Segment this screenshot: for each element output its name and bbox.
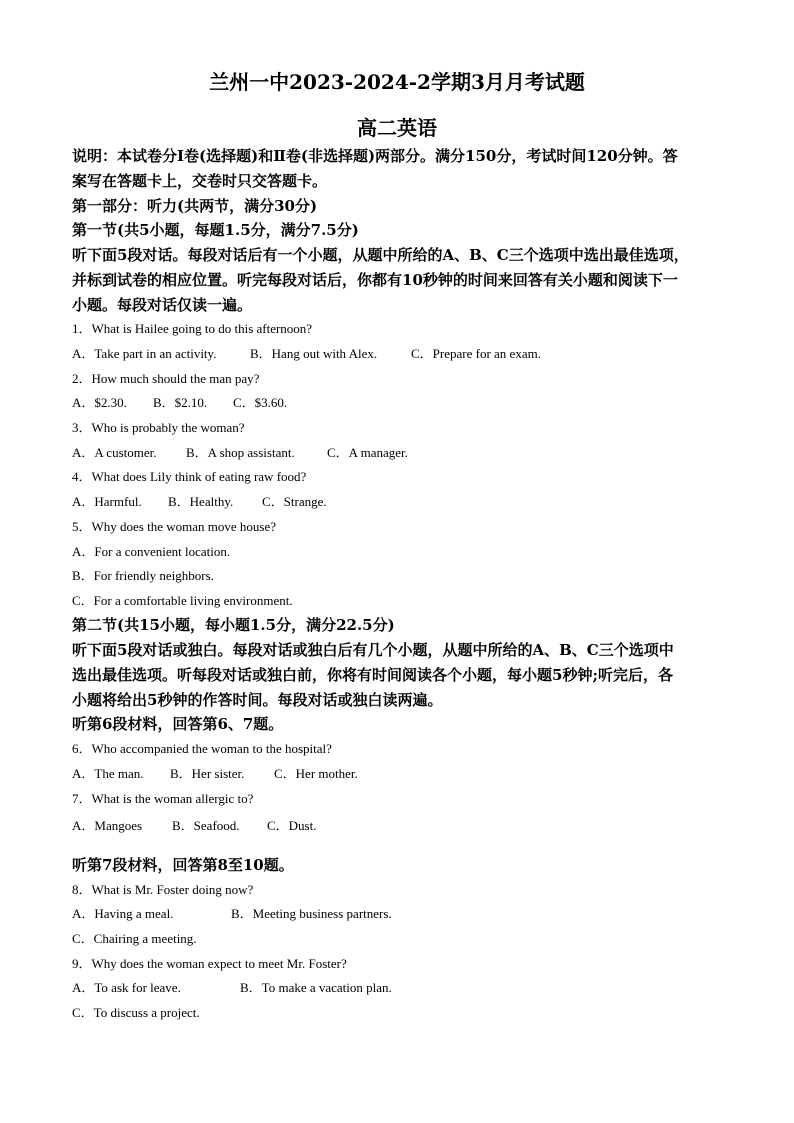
question-stem: 9．Why does the woman expect to meet Mr. Foster? [72, 956, 347, 971]
section-instructions-line: 选出最佳选项。听每段对话或独白前，你将有时间阅读各个小题，每小题5秒钟;听完后，各 [72, 666, 673, 684]
option-b: B．Hang out with Alex. [250, 346, 378, 361]
option-a: A．Having a meal. [72, 906, 174, 921]
section-instructions-line: 小题将给出5秒钟的作答时间。每段对话或独白读两遍。 [72, 691, 443, 709]
option-b: B．Her sister. [170, 766, 245, 781]
question-stem: 7．What is the woman allergic to? [72, 791, 254, 806]
question-stem: 1．What is Hailee going to do this afternoon? [72, 321, 313, 336]
option-a: A．For a convenient location. [72, 544, 231, 559]
option-a: A．The man. [72, 766, 144, 781]
instructions-line: 说明：本试卷分Ⅰ卷(选择题)和Ⅱ卷(非选择题)两部分。满分150分，考试时间120分钟。答 [72, 147, 678, 165]
option-a: A．To ask for leave. [72, 980, 181, 995]
option-b: B．To make a vacation plan. [240, 980, 392, 995]
option-a: A．Take part in an activity. [72, 346, 217, 361]
section-heading: 第二节(共15小题，每小题1.5分，满分22.5分) [72, 616, 395, 634]
question-stem: 6．Who accompanied the woman to the hospital? [72, 741, 332, 756]
page-subtitle: 高二英语 [357, 116, 437, 140]
option-b: B．Seafood. [172, 818, 240, 833]
option-a: A．Mangoes [72, 818, 143, 833]
option-c: C．Dust. [267, 818, 317, 833]
option-a: A．Harmful. [72, 494, 142, 509]
question-stem: 2．How much should the man pay? [72, 371, 260, 386]
question-stem: 3．Who is probably the woman? [72, 420, 245, 435]
material-heading: 听第7段材料，回答第8至10题。 [72, 856, 294, 874]
option-b: B．A shop assistant. [186, 445, 295, 460]
section-instructions-line: 并标到试卷的相应位置。听完每段对话后，你都有10秒钟的时间来回答有关小题和阅读下一 [72, 271, 678, 289]
option-b: B．For friendly neighbors. [72, 568, 214, 583]
option-b: B．$2.10. [153, 395, 208, 410]
part-heading: 第一部分：听力(共两节，满分30分) [72, 197, 318, 215]
section-instructions-line: 听下面5段对话或独白。每段对话或独白后有几个小题，从题中所给的A、B、C三个选项中 [72, 641, 674, 659]
option-c: C．Her mother. [274, 766, 358, 781]
option-c: C．A manager. [327, 445, 408, 460]
option-c: C．Strange. [262, 494, 327, 509]
section-instructions-line: 听下面5段对话。每段对话后有一个小题，从题中所给的A、B、C三个选项中选出最佳选项， [72, 246, 689, 264]
option-c: C．Chairing a meeting. [72, 931, 197, 946]
option-a: A．A customer. [72, 445, 157, 460]
section-instructions-line: 小题。每段对话仅读一遍。 [72, 296, 253, 314]
instructions-line: 案写在答题卡上，交卷时只交答题卡。 [72, 172, 328, 190]
material-heading: 听第6段材料，回答第6、7题。 [72, 715, 284, 733]
option-c: C．For a comfortable living environment. [72, 593, 293, 608]
question-stem: 8．What is Mr. Foster doing now? [72, 882, 254, 897]
option-c: C．To discuss a project. [72, 1005, 200, 1020]
option-c: C．$3.60. [233, 395, 288, 410]
option-b: B．Healthy. [168, 494, 234, 509]
page-title: 兰州一中2023-2024-2学期3月月考试题 [209, 70, 585, 94]
option-c: C．Prepare for an exam. [411, 346, 541, 361]
question-stem: 5．Why does the woman move house? [72, 519, 276, 534]
option-a: A．$2.30. [72, 395, 127, 410]
option-b: B．Meeting business partners. [231, 906, 392, 921]
question-stem: 4．What does Lily think of eating raw food? [72, 469, 307, 484]
section-heading: 第一节(共5小题，每题1.5分，满分7.5分) [72, 221, 359, 239]
